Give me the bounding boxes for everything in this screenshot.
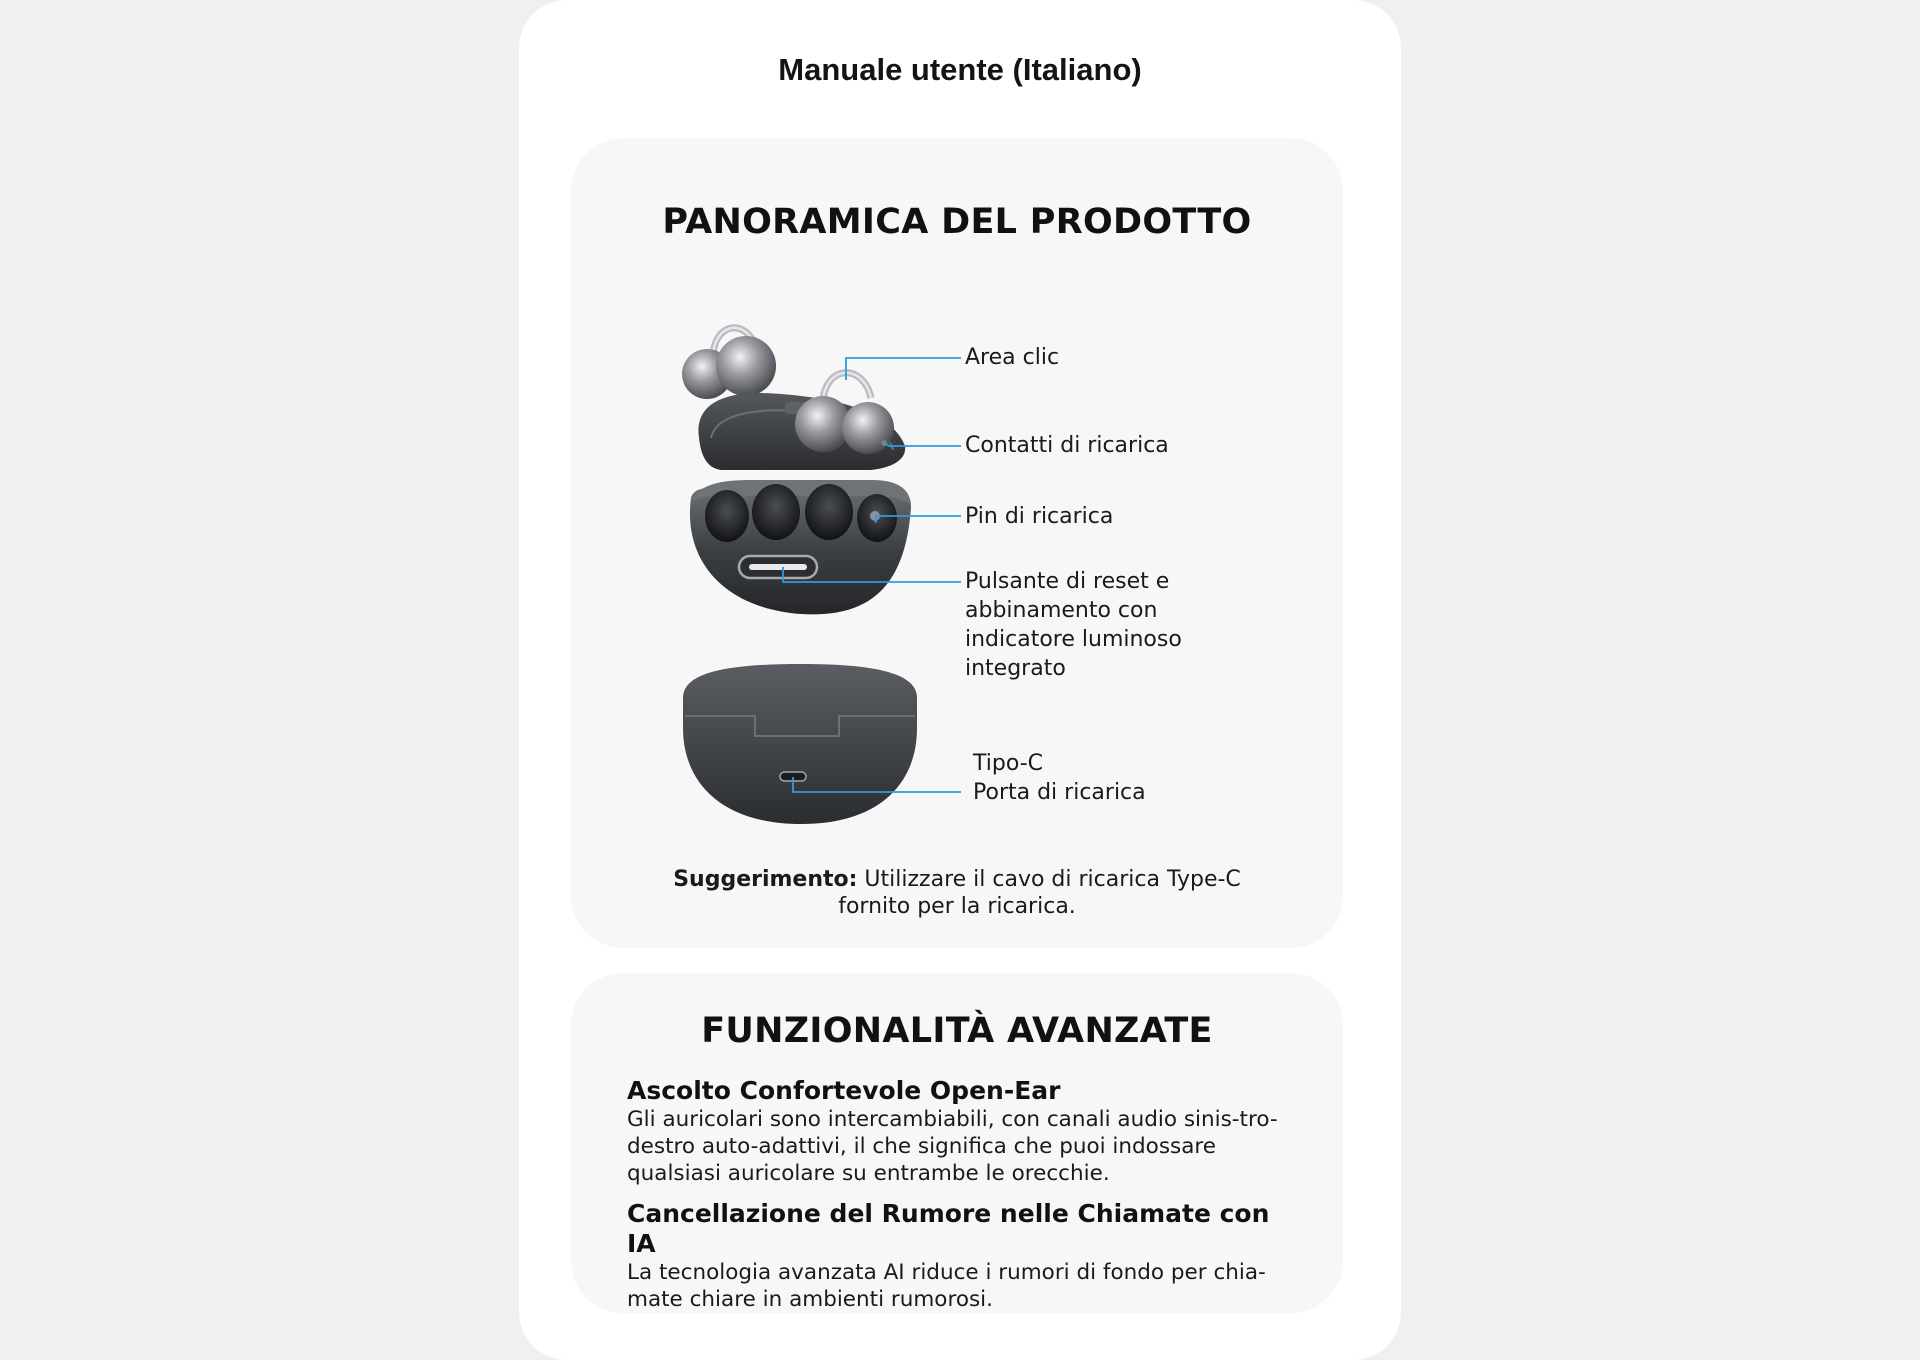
callout-charging-contacts: Contatti di ricarica — [965, 433, 1169, 458]
feature-title: Cancellazione del Rumore nelle Chiamate con IA — [627, 1199, 1270, 1258]
feature-description: La tecnologia avanzata AI riduce i rumori di fondo per chia-mate chiare in ambienti rumorosi. — [627, 1260, 1266, 1312]
callout-click-area: Area clic — [965, 345, 1060, 370]
product-overview-card — [571, 138, 1343, 948]
product-overview-title: PANORAMICA DEL PRODOTTO — [662, 202, 1252, 242]
closed-case-illustration — [683, 664, 917, 824]
feature-item — [627, 1199, 1297, 1313]
charging-tip — [651, 866, 1263, 920]
feature-description: Gli auricolari sono intercambiabili, con canali audio sinis-tro-destro auto-adattivi, il che significa che puoi indossare qualsiasi auricolare su entrambe le orecchie. — [627, 1107, 1278, 1186]
advanced-features-card — [571, 973, 1343, 1313]
callout-reset-button: Pulsante di reset e abbinamento con indicatore luminoso integrato — [965, 569, 1182, 681]
advanced-features-title: FUNZIONALITÀ AVANZATE — [701, 1011, 1213, 1051]
callout-charging-pins: Pin di ricarica — [965, 504, 1114, 529]
tip-text: Utilizzare il cavo di ricarica Type-C fornito per la ricarica. — [838, 867, 1241, 919]
right-earbud-illustration — [795, 373, 894, 454]
document-title: Manuale utente (Italiano) — [778, 52, 1142, 87]
feature-item — [627, 1076, 1297, 1187]
feature-title: Ascolto Confortevole Open-Ear — [627, 1076, 1061, 1105]
product-diagram — [571, 138, 1343, 948]
callout-type-c-port: Tipo-C Porta di ricarica — [973, 751, 1146, 805]
manual-page — [519, 0, 1401, 1360]
left-earbud-illustration — [682, 328, 776, 399]
tip-label: Suggerimento: — [673, 867, 858, 892]
